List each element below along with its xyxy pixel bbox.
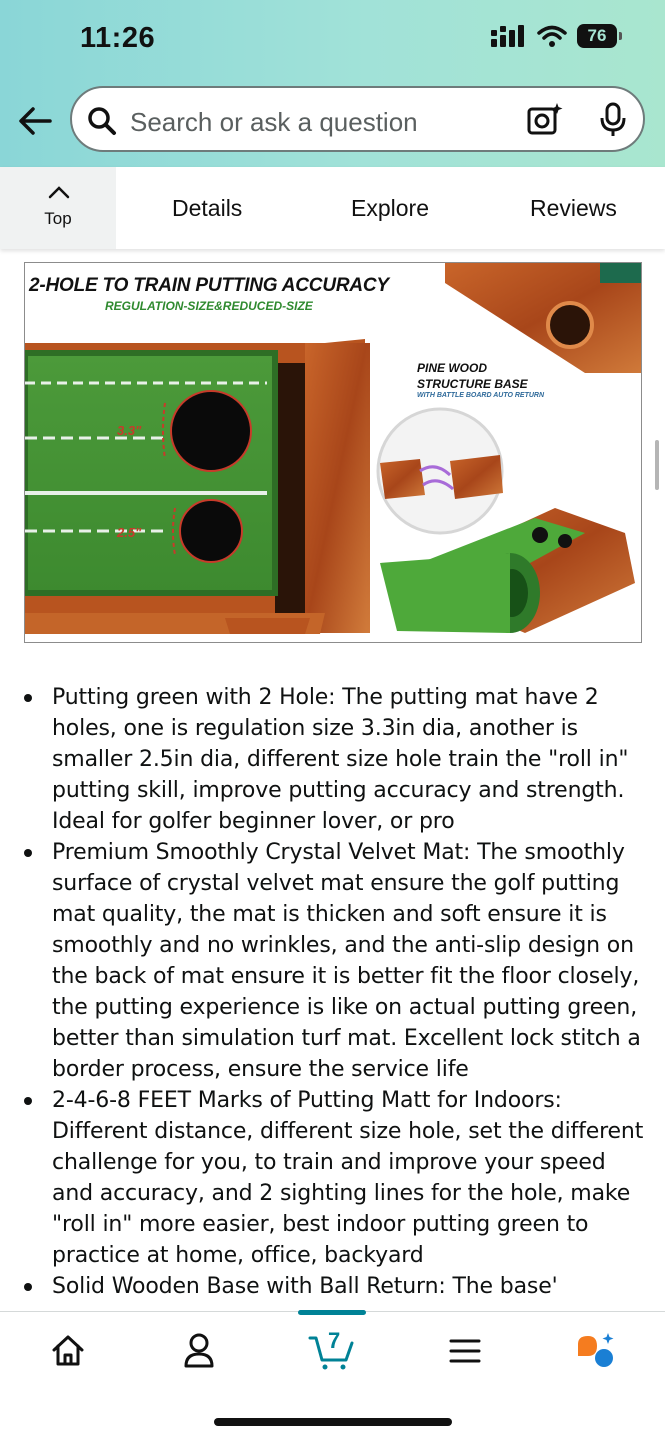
status-icons	[491, 24, 617, 48]
cart-button[interactable]	[306, 1330, 358, 1370]
home-indicator	[214, 1418, 452, 1426]
hole-large-label: 3.3"	[117, 423, 142, 438]
tab-top[interactable]	[0, 167, 116, 249]
scrollbar[interactable]	[655, 440, 659, 490]
hole-small-label: 2.5"	[117, 525, 142, 540]
base-label-line1: PINE WOOD	[417, 361, 488, 375]
search-input[interactable]: Search or ask a question	[130, 107, 418, 137]
bullet-item: Premium Smoothly Crystal Velvet Mat: The smoothly surface of crystal velvet mat ensure the golf putting mat quality, the mat is thicken and soft ensure it is smoothly and no wrinkles, and the anti-slip design on the back of mat ensure it is better fit the floor closely, the putting experience is like on actual putting green, better than simulation turf mat. Excellent lock stitch a border process, ensure the service life	[52, 837, 652, 1085]
chevron-up-icon	[48, 185, 70, 199]
bullet-item: 2-4-6-8 FEET Marks of Putting Matt for Indoors: Different distance, different size hole, set the different challenge for you, to train and improve your speed and accuracy, and 2 sighting lines for the hole, make "roll in" more easier, best indoor putting green to practice at home, office, backyard	[52, 1085, 652, 1271]
tab-reviews[interactable]: Reviews	[530, 195, 617, 221]
wifi-icon	[537, 25, 567, 47]
back-arrow-icon[interactable]	[16, 104, 54, 138]
active-tab-indicator	[298, 1310, 366, 1315]
search-icon	[86, 105, 118, 137]
feature-bullets	[52, 682, 652, 1302]
menu-icon[interactable]	[440, 1330, 490, 1370]
status-time: 11:26	[80, 22, 156, 54]
battery-indicator: 76	[577, 24, 617, 48]
rufus-assistant-icon[interactable]	[570, 1330, 620, 1370]
base-label-line2: STRUCTURE BASE	[417, 377, 528, 391]
app-header	[0, 0, 665, 167]
section-tabs	[0, 167, 665, 249]
putting-mat-illustration	[25, 263, 642, 643]
base-label-line3: WITH BATTLE BOARD AUTO RETURN	[417, 392, 545, 399]
microphone-icon[interactable]	[596, 102, 630, 138]
tab-top-label: Top	[44, 209, 72, 228]
account-icon[interactable]	[174, 1330, 224, 1370]
cellular-signal-icon	[491, 25, 527, 47]
tab-details[interactable]: Details	[172, 195, 243, 221]
tab-explore[interactable]: Explore	[351, 195, 429, 221]
bullet-item: Putting green with 2 Hole: The putting mat have 2 holes, one is regulation size 3.3in dia, another is smaller 2.5in dia, different size hole train the "roll in" putting skill, improve putting accuracy and strength. Ideal for golfer beginner lover, or pro	[52, 682, 652, 837]
image-title: 2-HOLE TO TRAIN PUTTING ACCURACY	[29, 275, 389, 296]
bullet-item: Solid Wooden Base with Ball Return: The base'	[52, 1271, 652, 1302]
product-image[interactable]	[24, 262, 642, 643]
home-icon[interactable]	[46, 1330, 96, 1370]
search-bar[interactable]	[70, 86, 645, 152]
cart-count: 7	[328, 1328, 341, 1353]
camera-lens-icon[interactable]	[526, 102, 564, 138]
image-subtitle: REGULATION-SIZE&REDUCED-SIZE	[105, 299, 313, 313]
